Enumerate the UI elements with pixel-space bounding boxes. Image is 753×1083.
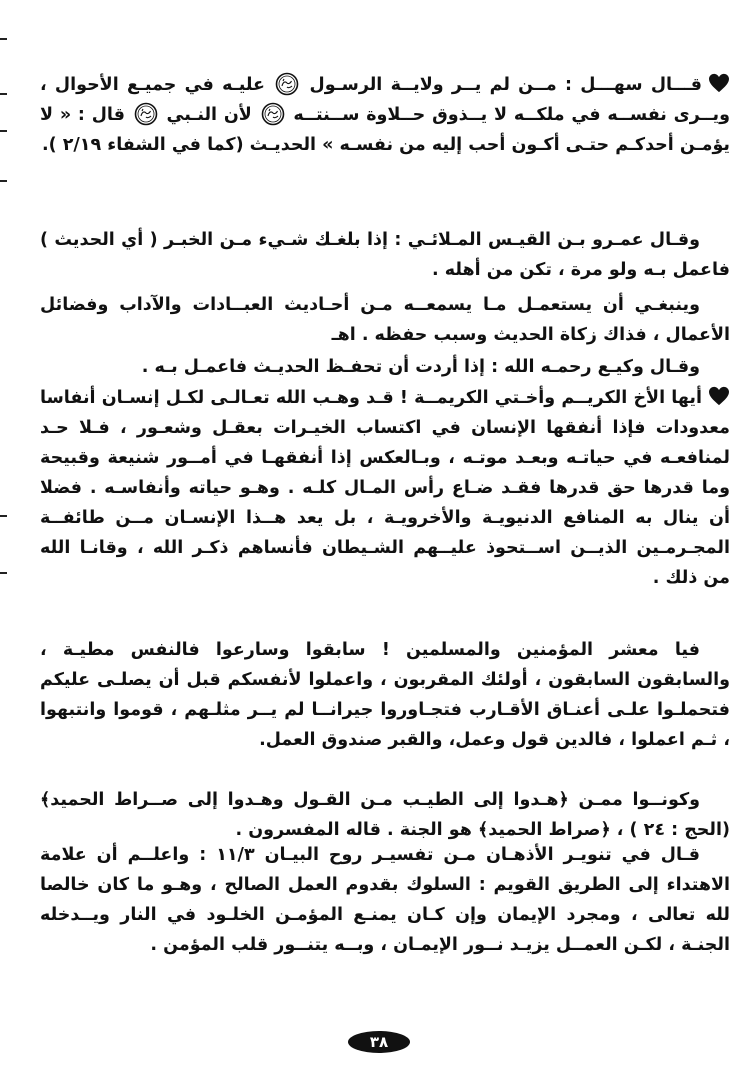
paragraph xyxy=(40,225,730,285)
paragraph xyxy=(40,383,730,593)
margin-mark xyxy=(0,180,7,182)
paragraph xyxy=(40,785,730,845)
margin-mark xyxy=(0,515,7,517)
paragraph xyxy=(40,635,730,755)
paragraph-text: فيا معشر المؤمنين والمسلمين ! سابقوا وسارعوا فالنفس مطيـة ، والسابقون السابقون ، أولئك المقربون ، واعملوا لأنفسكم قبل أن يصلـى عليكم فتحملـوا علـى أعنـاق الأقـارب فتجـاوروا جيرانــا لم يــر مثلـهم ، قوموا وانتبهوا ، ثـم اعملوا ، فالدين قول وعمل، والقبر صندوق العمل. xyxy=(40,640,730,750)
margin-mark xyxy=(0,38,7,40)
paragraph-text: وينبغـي أن يستعمـل مـا يسمعــه مـن أحـاديث العبــادات والآداب وفضائل الأعمال ، فذاك زكاة الحديث وسبب حفظه . اهـ xyxy=(40,295,730,345)
paragraph-text: وقـال عمـرو بـن القيـس المـلائـي : إذا بلغـك شـيء مـن الخبـر ( أي الحديث ) فاعمل بـه ولو مرة ، تكن من أهله . xyxy=(40,230,730,280)
heart-icon xyxy=(708,73,730,93)
paragraph-text: عليـه في جميـع الأحوال ، ويــرى نفســه في ملكــه لا يــذوق حــلاوة ســنتــه xyxy=(40,75,731,125)
margin-mark xyxy=(0,572,7,574)
paragraph-text: أيها الأخ الكريــم وأخـتي الكريمــة ! قـد وهـب الله تعـالـى لكـل إنسـان أنفاسا معدودات فإذا أنفقها الإنسان في اكتساب الخيـرات بعقـل وشعـور ، فـلا حـد لمنافعـه في حياتـه وبعـد موتـه ، وبـالعكس إذا أنفقهـا في أمــور شنيعة وقبيحة وما قدرها حق قدرها فقـد ضـاع رأس المـال كلـه . وهـو حياته وأنفاسـه . فضلا أن ينال به المنافع الدنيويـة والأخرويـة ، بل يعد هــذا الإنسـان مــن طائفــة المجـرمـين الذيــن اســتحوذ عليــهم الشـيطان فأنساهم ذكـر الله ، وقانـا الله من ذلك . xyxy=(40,388,730,588)
margin-mark xyxy=(0,93,7,95)
paragraph xyxy=(40,290,730,350)
salawat-seal-icon xyxy=(275,72,299,96)
salawat-seal-icon xyxy=(134,102,158,126)
page-number: ٣٨ xyxy=(348,1031,410,1053)
paragraph-text: قـال في تنويـر الأذهـان مـن تفسيـر روح البيـان ١١/٣ : واعلــم أن علامة الاهتداء إلى الطريق القويم : السلوك بقدوم العمل الصالح ، وهـو ما كان خالصا لله تعالى ، ومجرد الإيمان وإن كـان يمنـع المؤمـن الخلـود في النار ويــدخله الجنـة ، لكـن العمــل يزيـد نــور الإيمـان ، وبــه يتنــور قلب المؤمن . xyxy=(40,845,730,955)
paragraph-text: لأن النـبي xyxy=(159,105,259,125)
heart-icon xyxy=(708,386,730,406)
paragraph-text: قال : « لا يؤمـن أحدكـم حتـى أكـون أحب إليه من نفسـه » الحديـث (كما في الشفاء ٢/١٩ ). xyxy=(40,105,730,155)
paragraph-text: قـــال سهـــل : مــن لم يــر ولايــة الرسـول xyxy=(301,75,702,95)
paragraph xyxy=(40,70,730,160)
salawat-seal-icon xyxy=(261,102,285,126)
paragraph xyxy=(40,840,730,960)
paragraph-text: وكونــوا ممـن ﴿هـدوا إلى الطيـب مـن القـول وهـدوا إلى صــراط الحميد﴾ (الحج : ٢٤ ) ، ﴿صراط الحميد﴾ هو الجنة . قاله المفسرون . xyxy=(40,790,730,840)
margin-mark xyxy=(0,130,7,132)
paragraph xyxy=(40,352,730,382)
paragraph-text: وقـال وكيـع رحمـه الله : إذا أردت أن تحفـظ الحديـث فاعمـل بـه . xyxy=(141,357,700,377)
